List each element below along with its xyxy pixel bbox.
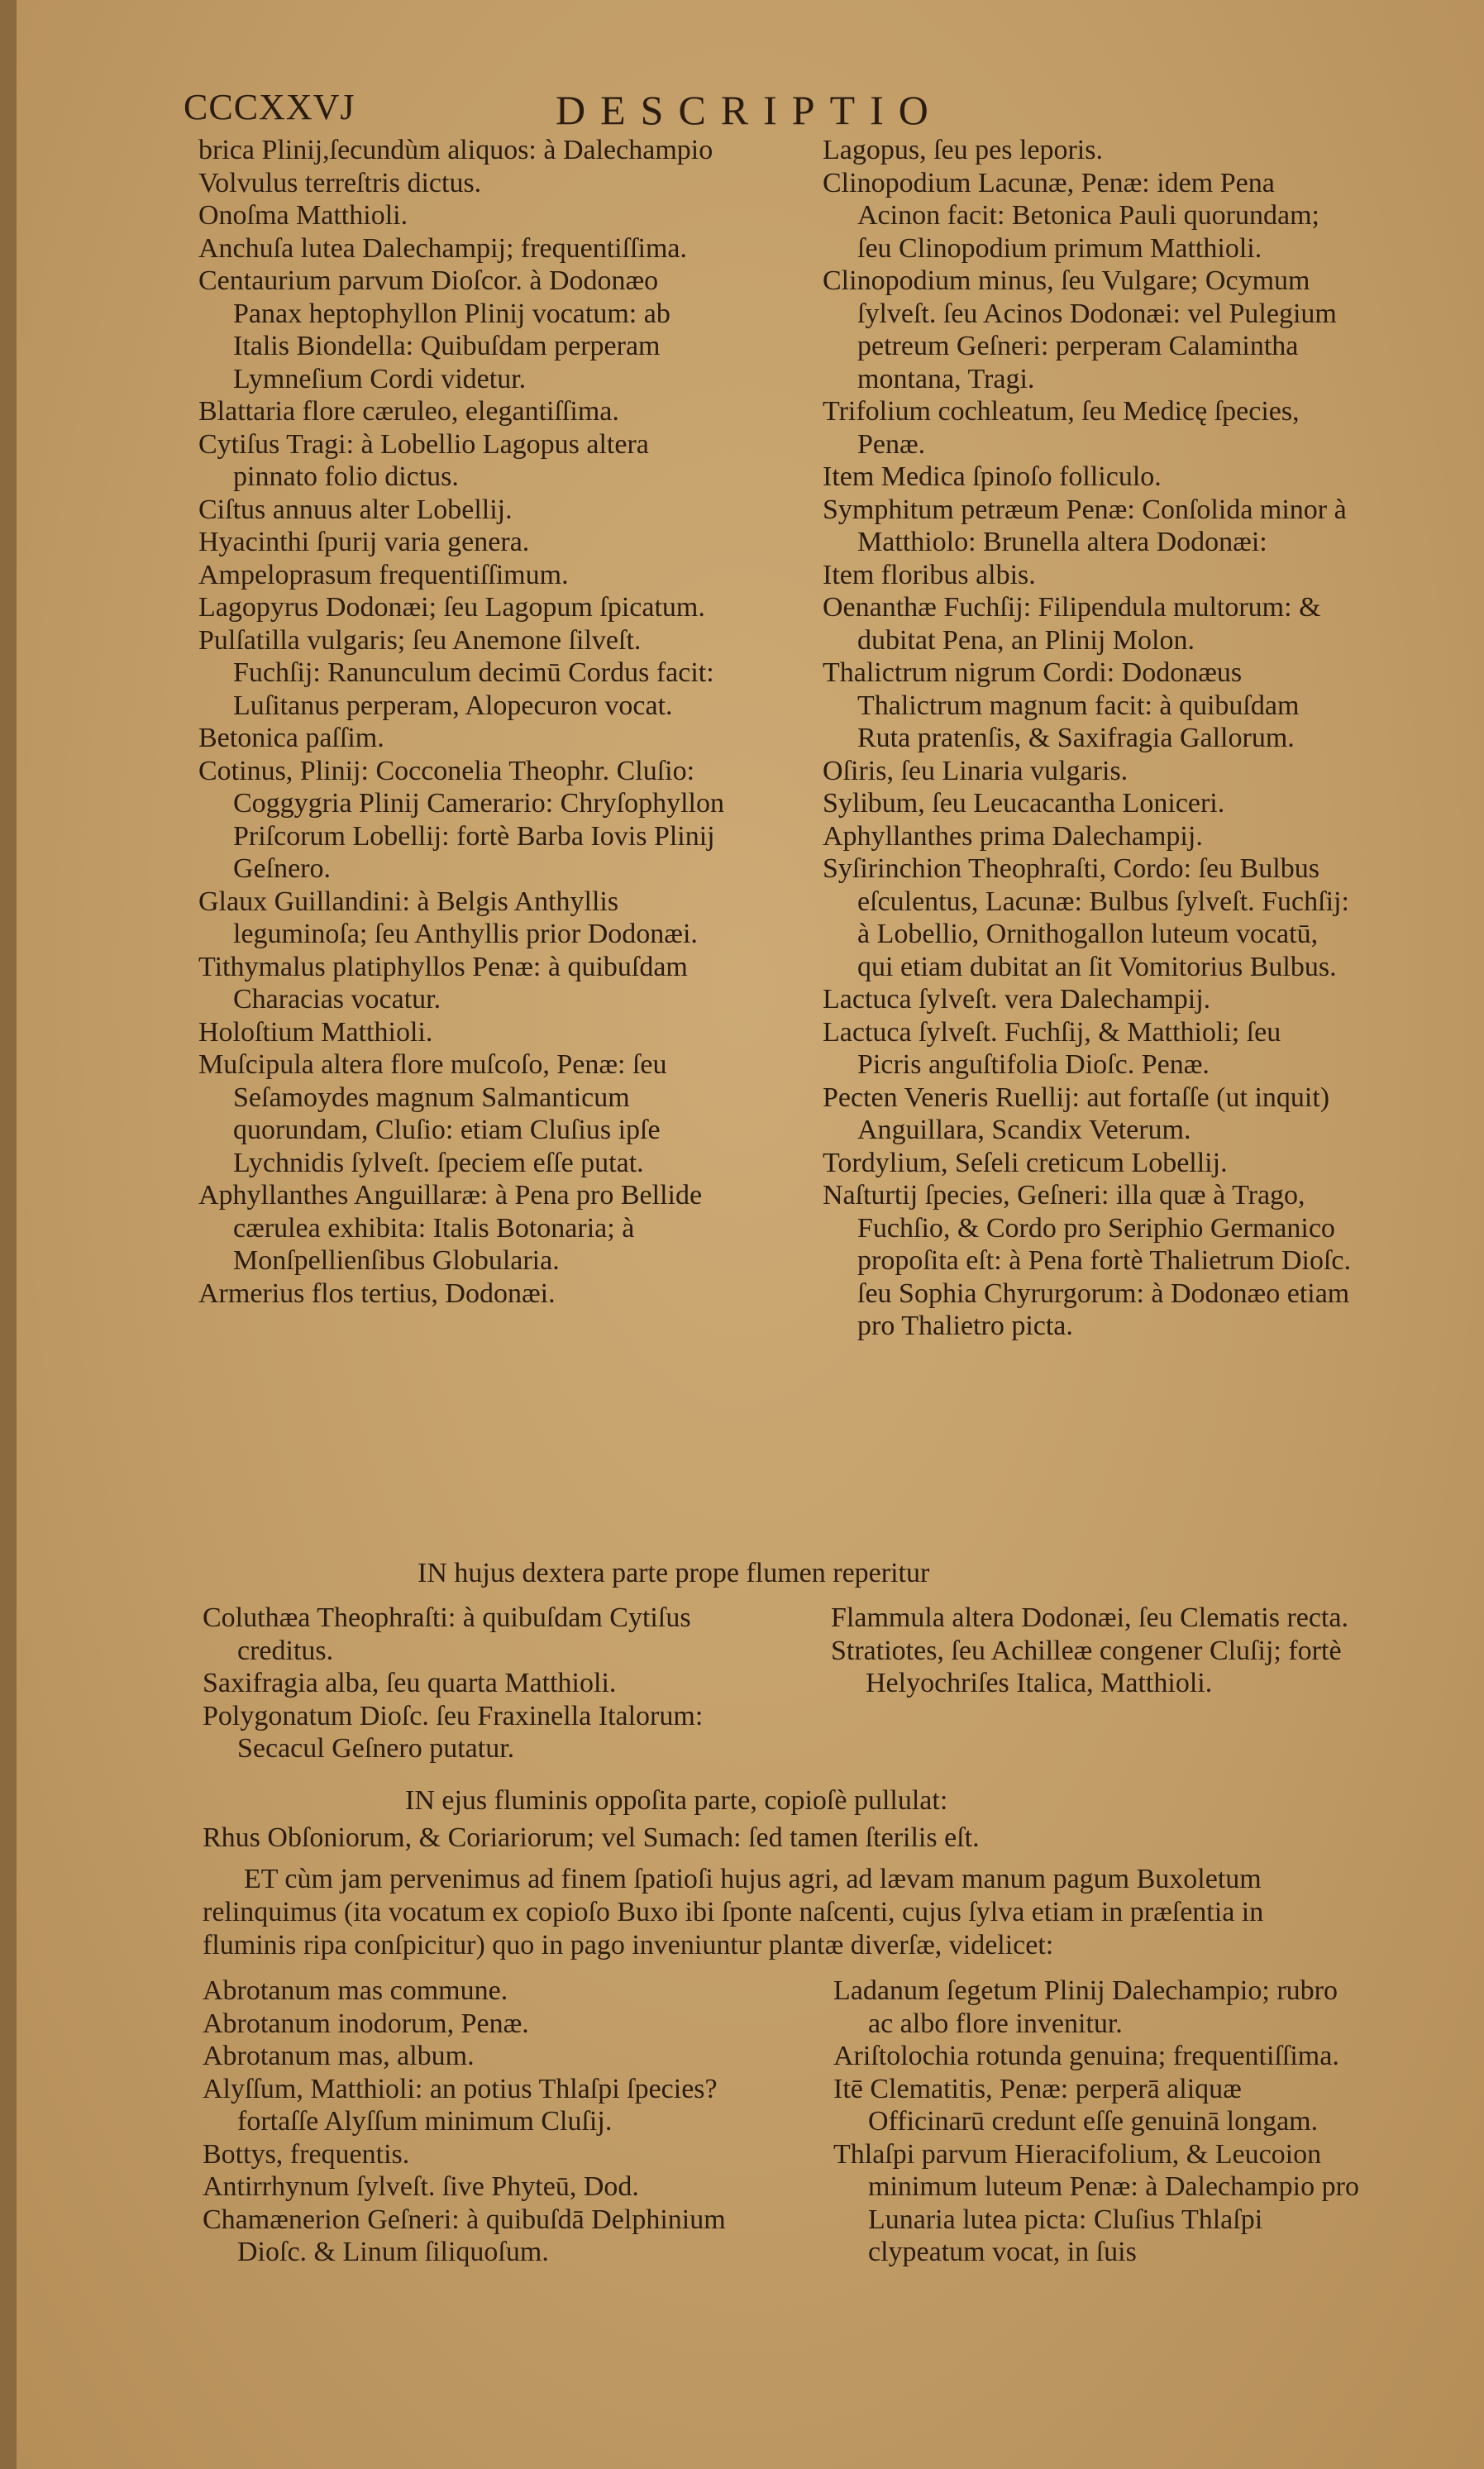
plant-entry: Lactuca ſylveſt. vera Dalechampij.: [823, 984, 1211, 1015]
plant-entry: Anchuſa lutea Dalechampij; frequentiſſima.: [198, 232, 687, 264]
plant-entry: Polygonatum Dioſc. ſeu Fraxinella Italorum: Secacul Geſnero putatur.: [203, 1700, 704, 1764]
plant-entry: Saxifragia alba, ſeu quarta Matthioli.: [203, 1668, 617, 1698]
plant-entry: Ciſtus annuus alter Lobellij.: [198, 494, 513, 525]
plant-entry: Betonica paſſim.: [198, 723, 384, 753]
section-heading-dextera: IN hujus dextera parte prope flumen reperitur: [418, 1558, 930, 1588]
plant-entry: Item Medica ſpinoſo folliculo.: [823, 461, 1162, 492]
plant-entry: Glaux Guillandini: à Belgis Anthyllis leguminoſa; ſeu Anthyllis prior Dodonæi.: [198, 886, 698, 949]
plant-entry: Tithymalus platiphyllos Penæ: à quibuſdam Characias vocatur.: [198, 951, 688, 1015]
rhus-line: Rhus Obſoniorum, & Coriariorum; vel Sumach: ſed tamen ſterilis eſt.: [203, 1822, 980, 1853]
section3-left-column: [203, 1975, 740, 2269]
plant-entry: Cotinus, Plinij: Cocconelia Theophr. Cluſio: Coggygria Plinij Camerario: Chryſophyllon Priſcorum Lobellij: fortè Barba Iovis Plinij Geſnero.: [198, 755, 725, 884]
plant-entry: Sylibum, ſeu Leucacantha Loniceri.: [823, 788, 1225, 819]
plant-entry: Ampeloprasum frequentiſſimum.: [198, 559, 569, 590]
section-heading-opposita: IN ejus fluminis oppoſita parte, copioſè pullulat:: [405, 1785, 948, 1816]
plant-entry: Aphyllanthes prima Dalechampij.: [823, 820, 1203, 852]
plant-entry: Oſiris, ſeu Linaria vulgaris.: [823, 755, 1129, 786]
plant-entry: Muſcipula altera flore muſcoſo, Penæ: ſeu Seſamoydes magnum Salmanticum quorundam, Cluſio: etiam Cluſius ipſe Lychnidis ſylveſt. ſpeciem eſſe putat.: [198, 1049, 667, 1178]
plant-entry: Coluthæa Theophraſti: à quibuſdam Cytiſus creditus.: [203, 1602, 691, 1666]
body-paragraph: ET cùm jam pervenimus ad finem ſpatioſi hujus agri, ad lævam manum pagum Buxoletum relinquimus (ita vocatum ex copioſo Buxo ibi ſponte naſcenti, cujus ſylva etiam in præſentia in fluminis ripa conſpicitur) quo in pago inveniuntur plantæ diverſæ, videlicet:: [203, 1864, 1264, 1960]
plant-entry: Itē Clematitis, Penæ: perperā aliquæ Officinarū credunt eſſe genuinā longam.: [833, 2073, 1319, 2137]
plant-entry: Clinopodium Lacunæ, Penæ: idem Pena Acinon facit: Betonica Pauli quorundam; ſeu Clinopodium primum Matthioli.: [823, 167, 1319, 264]
page-edge: [0, 0, 17, 2469]
section3-right-column: [833, 1975, 1362, 2269]
plant-entry: Clinopodium minus, ſeu Vulgare; Ocymum ſylveſt. ſeu Acinos Dodonæi: vel Pulegium petreum Geſneri: perperam Calamintha montana, Tragi.: [823, 265, 1337, 394]
plant-entry: Ladanum ſegetum Plinij Dalechampio; rubro ac albo flore invenitur.: [833, 1975, 1338, 2039]
plant-entry: Armerius flos tertius, Dodonæi.: [198, 1277, 556, 1309]
running-title: DESCRIPTIO: [556, 87, 943, 133]
plant-entry: Flammula altera Dodonæi, ſeu Clematis recta.: [831, 1602, 1348, 1633]
plant-entry: Naſturtij ſpecies, Geſneri: illa quæ à Trago, Fuchſio, & Cordo pro Seriphio Germanico propoſita eſt: à Pena fortè Thalietrum Dioſc. ſeu Sophia Chyrurgorum: à Dodonæo etiam pro Thalietro picta.: [823, 1180, 1352, 1341]
section2-left-column: [203, 1602, 740, 1765]
plant-entry: Abrotanum mas commune.: [203, 1975, 508, 2006]
plant-entry: Stratiotes, ſeu Achilleæ congener Cluſij; fortè Helyochriſes Italica, Matthioli.: [831, 1635, 1342, 1698]
plant-entry: Thlaſpi parvum Hieracifolium, & Leucoion minimum luteum Penæ: à Dalechampio pro Lunaria lutea picta: Cluſius Thlaſpi clypeatum vocat, in ſuis: [833, 2138, 1359, 2267]
plant-entry: Cytiſus Tragi: à Lobellio Lagopus altera pinnato folio dictus.: [198, 428, 649, 492]
section2-right-column: [831, 1602, 1360, 1700]
plant-entry: Abrotanum mas, album.: [203, 2041, 475, 2071]
plant-entry: Lactuca ſylveſt. Fuchſij, & Matthioli; ſeu Picris anguſtifolia Dioſc. Penæ.: [823, 1016, 1281, 1080]
plant-entry: Trifolium cochleatum, ſeu Medicę ſpecies, Penæ.: [823, 396, 1300, 460]
plant-entry: Holoſtium Matthioli.: [198, 1016, 433, 1048]
plant-entry: Aphyllanthes Anguillaræ: à Pena pro Bellide cærulea exhibita: Italis Botonaria; à Monſpellienſibus Globularia.: [198, 1180, 703, 1276]
plant-entry: Ariſtolochia rotunda genuina; frequentiſſima.: [833, 2041, 1339, 2071]
plant-entry: Alyſſum, Matthioli: an potius Thlaſpi ſpecies? fortaſſe Alyſſum minimum Cluſij.: [203, 2073, 718, 2137]
plant-entry: Antirrhynum ſylveſt. ſive Phyteū, Dod.: [203, 2171, 639, 2202]
running-head: [184, 86, 1424, 136]
plant-entry: Pulſatilla vulgaris; ſeu Anemone ſilveſt. Fuchſij: Ranunculum decimū Cordus facit: Luſitanus perperam, Alopecuron vocat.: [198, 624, 714, 721]
plant-entry: Hyacinthi ſpurij varia genera.: [198, 527, 530, 557]
plant-entry: Onoſma Matthioli.: [198, 200, 408, 231]
plant-entry: Pecten Veneris Ruellij: aut fortaſſe (ut inquit) Anguillara, Scandix Veterum.: [823, 1082, 1330, 1145]
plant-entry: Chamænerion Geſneri: à quibuſdā Delphinium Dioſc. & Linum ſiliquoſum.: [203, 2204, 726, 2267]
plant-entry: Centaurium parvum Dioſcor. à Dodonæo Panax heptophyllon Plinij vocatum: ab Italis Biondella: Quibuſdam perperam Lymneſium Cordi videtur.: [198, 265, 670, 394]
plant-entry: Lagopus, ſeu pes leporis.: [823, 135, 1103, 165]
section1-right-column: [823, 134, 1352, 1343]
plant-entry: Blattaria flore cæruleo, elegantiſſima.: [198, 396, 619, 427]
plant-entry: brica Plinij,ſecundùm aliquos: à Dalechampio Volvulus terreſtris dictus.: [198, 135, 713, 198]
plant-entry: Item floribus albis.: [823, 559, 1036, 590]
folio-number: CCCXXVJ: [184, 87, 355, 127]
plant-entry: Thalictrum nigrum Cordi: Dodonæus Thalictrum magnum facit: à quibuſdam Ruta pratenſis, & Saxifragia Gallorum.: [823, 657, 1300, 753]
plant-entry: Lagopyrus Dodonæi; ſeu Lagopum ſpicatum.: [198, 592, 705, 623]
plant-entry: Syſirinchion Theophraſti, Cordo: ſeu Bulbus eſculentus, Lacunæ: Bulbus ſylveſt. Fuchſij: à Lobellio, Ornithogallon luteum vocatū, qui etiam dubitat an ſit Vomitorius Bulbus.: [823, 853, 1349, 982]
plant-entry: Tordylium, Seſeli creticum Lobellij.: [823, 1147, 1228, 1178]
plant-entry: Symphitum petræum Penæ: Conſolida minor à Matthiolo: Brunella altera Dodonæi:: [823, 494, 1347, 557]
plant-entry: Oenanthæ Fuchſij: Filipendula multorum: & dubitat Pena, an Plinij Molon.: [823, 592, 1321, 656]
plant-entry: Abrotanum inodorum, Penæ.: [203, 2008, 529, 2039]
section1-left-column: [198, 134, 728, 1310]
plant-entry: Bottys, frequentis.: [203, 2138, 410, 2170]
